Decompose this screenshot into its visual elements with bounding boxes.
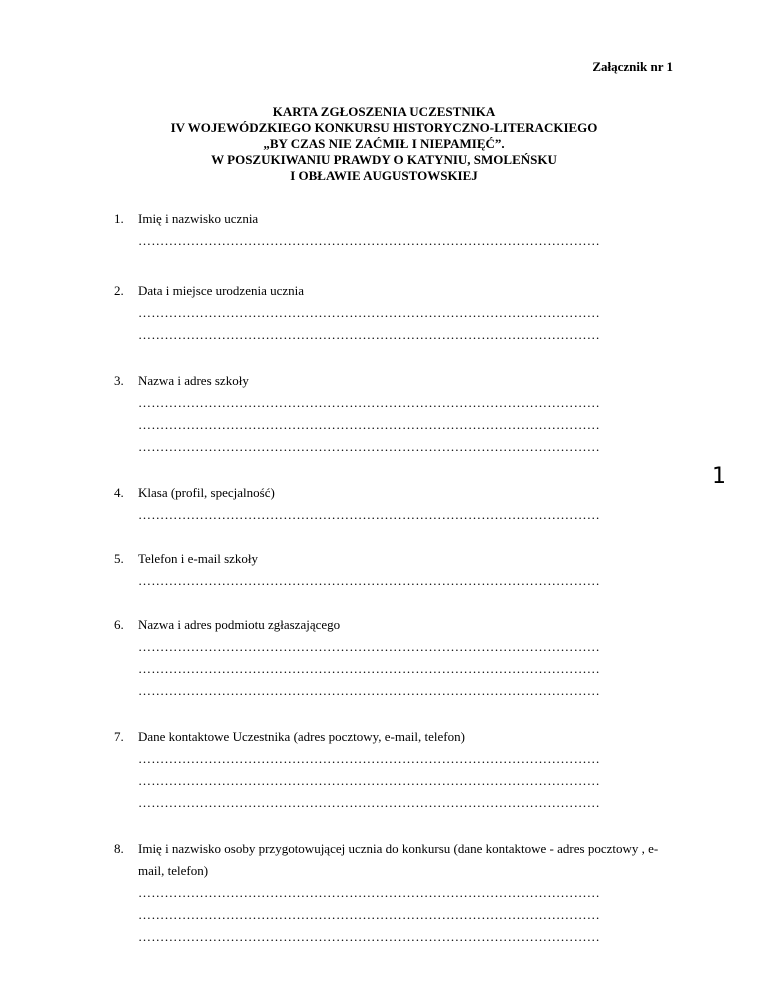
field-student-name [114, 208, 674, 252]
fill-line[interactable]: …………………………………………………………………………………………… [138, 327, 600, 342]
fill-line[interactable]: …………………………………………………………………………………………… [138, 795, 600, 810]
fill-line[interactable]: …………………………………………………………………………………………… [138, 439, 600, 454]
fill-line[interactable]: …………………………………………………………………………………………… [138, 507, 600, 522]
fill-line[interactable]: …………………………………………………………………………………………… [138, 683, 600, 698]
field-submitting-entity [114, 614, 674, 702]
fill-line[interactable]: …………………………………………………………………………………………… [138, 417, 600, 432]
fill-line[interactable]: …………………………………………………………………………………………… [138, 305, 600, 320]
field-number: 1. [114, 211, 124, 226]
fill-line[interactable]: …………………………………………………………………………………………… [138, 639, 600, 654]
field-number: 5. [114, 551, 124, 566]
field-number: 6. [114, 617, 124, 632]
field-number: 7. [114, 729, 124, 744]
field-number: 2. [114, 283, 124, 298]
heading-line: I OBŁAWIE AUGUSTOWSKIEJ [290, 168, 478, 183]
field-participant-contact [114, 726, 674, 814]
field-birth-date-place [114, 280, 674, 346]
field-number: 3. [114, 373, 124, 388]
heading-line: IV WOJEWÓDZKIEGO KONKURSU HISTORYCZNO-LITERACKIEGO [170, 120, 598, 135]
form-heading [0, 104, 768, 184]
field-school-phone-email [114, 548, 674, 592]
fill-line[interactable]: …………………………………………………………………………………………… [138, 751, 600, 766]
field-label: Dane kontaktowe Uczestnika (adres pocztowy, e-mail, telefon) [138, 729, 465, 744]
annex-label: Załącznik nr 1 [592, 59, 673, 74]
fill-line[interactable]: …………………………………………………………………………………………… [138, 395, 600, 410]
field-label: Imię i nazwisko ucznia [138, 211, 259, 226]
field-label: Data i miejsce urodzenia ucznia [138, 283, 305, 298]
fill-line[interactable]: …………………………………………………………………………………………… [138, 907, 600, 922]
field-class-profile [114, 482, 674, 526]
fill-line[interactable]: …………………………………………………………………………………………… [138, 233, 600, 248]
fill-line[interactable]: …………………………………………………………………………………………… [138, 773, 600, 788]
field-school-name-address [114, 370, 674, 458]
fill-line[interactable]: …………………………………………………………………………………………… [138, 573, 600, 588]
field-teacher-contact [114, 838, 674, 948]
field-label: Imię i nazwisko osoby przygotowującej ucznia do konkursu (dane kontaktowe - adres pocztowy , e-mail, telefon) [138, 841, 659, 878]
field-label: Telefon i e-mail szkoły [138, 551, 259, 566]
field-number: 4. [114, 485, 124, 500]
fill-line[interactable]: …………………………………………………………………………………………… [138, 929, 600, 944]
field-label: Nazwa i adres szkoły [138, 373, 249, 388]
field-number: 8. [114, 841, 124, 856]
field-label: Klasa (profil, specjalność) [138, 485, 275, 500]
fill-line[interactable]: …………………………………………………………………………………………… [138, 885, 600, 900]
page-number: 1 [712, 464, 726, 489]
heading-line: KARTA ZGŁOSZENIA UCZESTNIKA [272, 104, 496, 119]
heading-line: „BY CZAS NIE ZAĆMIŁ I NIEPAMIĘĆ”. [263, 136, 505, 151]
field-label: Nazwa i adres podmiotu zgłaszającego [138, 617, 341, 632]
heading-line: W POSZUKIWANIU PRAWDY O KATYNIU, SMOLEŃSKU [211, 152, 557, 167]
fill-line[interactable]: …………………………………………………………………………………………… [138, 661, 600, 676]
